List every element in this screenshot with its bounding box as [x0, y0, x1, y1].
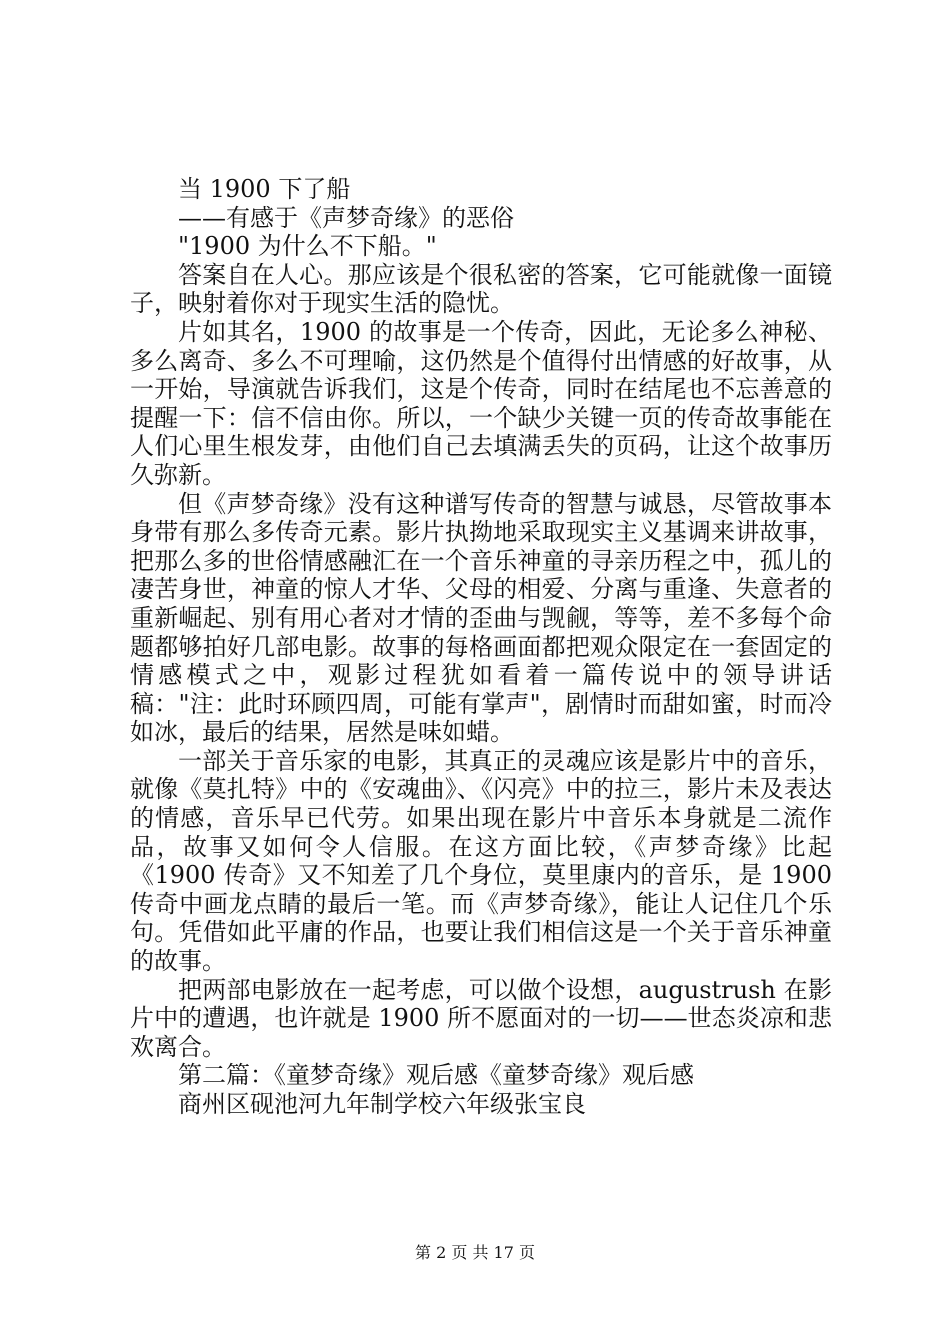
paragraph: 一部关于音乐家的电影，其真正的灵魂应该是影片中的音乐，就像《莫扎特》中的《安魂曲》、《闪亮》中的拉三，影片未及表达的情感，音乐早已代劳。如果出现在影片中音乐本身就是二流作品，故事又如何令人信服。在这方面比较，《声梦奇缘》比起《1900 传奇》又不知差了几个身位，莫里康内的音乐，是 1900 传奇中画龙点睛的最后一笔。而《声梦奇缘》，能让人记住几个乐句。凭借如此平庸的作品，也要让我们相信这是一个关于音乐神童的故事。 [130, 746, 832, 976]
document-body [130, 175, 832, 1119]
paragraph: 片如其名，1900 的故事是一个传奇，因此，无论多么神秘、多么离奇、多么不可理喻，这仍然是个值得付出情感的好故事，从一开始，导演就告诉我们，这是个传奇，同时在结尾也不忘善意的提醒一下：信不信由你。所以，一个缺少关键一页的传奇故事能在人们心里生根发芽，由他们自己去填满丢失的页码，让这个故事历久弥新。 [130, 317, 832, 489]
title-line: 当 1900 下了船 [178, 175, 351, 203]
quote-line: "1900 为什么不下船。" [178, 232, 437, 261]
paragraph: 把两部电影放在一起考虑，可以做个设想，augustrush 在影片中的遭遇，也许就是 1900 所不愿面对的一切——世态炎凉和悲欢离合。 [130, 975, 832, 1061]
subtitle-line: ——有感于《声梦奇缘》的恶俗 [178, 203, 514, 232]
page-number-footer: 第 2 页 共 17 页 [415, 1243, 535, 1262]
section-heading: 第二篇：《童梦奇缘》观后感《童梦奇缘》观后感 [178, 1061, 694, 1090]
author-line: 商州区砚池河九年制学校六年级张宝良 [178, 1090, 586, 1118]
paragraph: 答案自在人心。那应该是个很私密的答案，它可能就像一面镜子，映射着你对于现实生活的隐忧。 [130, 260, 832, 318]
paragraph: 但《声梦奇缘》没有这种谱写传奇的智慧与诚恳，尽管故事本身带有那么多传奇元素。影片执拗地采取现实主义基调来讲故事，把那么多的世俗情感融汇在一个音乐神童的寻亲历程之中，孤儿的凄苦身世，神童的惊人才华、父母的相爱、分离与重逢、失意者的重新崛起、别有用心者对才情的歪曲与觊觎，等等，差不多每个命题都够拍好几部电影。故事的每格画面都把观众限定在一套固定的情感模式之中，观影过程犹如看着一篇传说中的领导讲话稿："注：此时环顾四周，可能有掌声"，剧情时而甜如蜜，时而冷如冰，最后的结果，居然是味如蜡。 [130, 489, 832, 747]
